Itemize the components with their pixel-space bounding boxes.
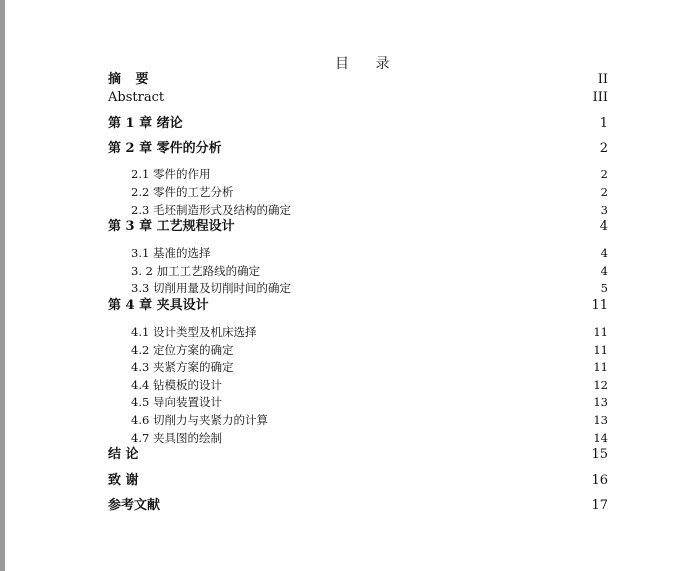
toc-entry-page: 13	[593, 413, 608, 427]
toc-entry-page: II	[597, 72, 608, 87]
toc-entry-label: 第 3 章 工艺规程设计	[108, 219, 235, 234]
toc-entry-page: 2	[600, 185, 608, 199]
toc-entry-label: 4.4 钻模板的设计	[131, 378, 222, 392]
toc-entry-page: 4	[600, 264, 608, 278]
toc-entry-page: 11	[591, 298, 608, 313]
toc-entry-label: 致 谢	[108, 473, 139, 488]
toc-chapter-row	[108, 497, 608, 515]
toc-entry-label: 3.3 切削用量及切削时间的确定	[131, 281, 291, 295]
toc-entry-page: 15	[591, 447, 608, 462]
toc-entry-label: Abstract	[108, 90, 165, 105]
toc-entry-page: 11	[593, 360, 608, 374]
document-page	[5, 0, 683, 571]
toc-entry-page: 2	[600, 167, 608, 181]
toc-entry-label: 3.1 基准的选择	[131, 246, 211, 260]
toc-section-row	[108, 376, 608, 394]
toc-entry-page: 17	[591, 498, 608, 513]
toc-chapter-row	[108, 140, 608, 158]
toc-entry-label: 2.3 毛坯制造形式及结构的确定	[131, 203, 291, 217]
toc-title: 目 录	[335, 56, 401, 72]
toc-chapter-row	[108, 297, 608, 315]
toc-entry-page: 16	[591, 473, 608, 488]
toc-entry-page: 3	[600, 203, 608, 217]
toc-front-row	[108, 89, 608, 107]
toc-chapter-row	[108, 218, 608, 236]
toc-entry-page: 13	[593, 395, 608, 409]
toc-entry-page: 11	[593, 325, 608, 339]
toc-entry-page: 1	[599, 116, 608, 131]
toc-entry-label: 3. 2 加工工艺路线的确定	[131, 264, 261, 278]
toc-entry-page: 14	[593, 431, 608, 445]
toc-entry-page: 4	[599, 219, 608, 234]
toc-section-row	[108, 183, 608, 201]
toc-section-row	[108, 411, 608, 429]
toc-entry-page: 12	[593, 378, 608, 392]
toc-section-row	[108, 429, 608, 447]
toc-entry-label: 4.5 导向装置设计	[131, 395, 222, 409]
toc-entry-label: 4.2 定位方案的确定	[131, 343, 234, 357]
toc-entry-page: III	[592, 90, 608, 105]
toc-entry-page: 2	[599, 141, 608, 156]
toc-entry-page: 4	[600, 246, 608, 260]
toc-chapter-row	[108, 472, 608, 490]
toc-entry-label: 第 2 章 零件的分析	[108, 141, 222, 156]
toc-section-row	[108, 393, 608, 411]
toc-entry-label: 第 1 章 绪论	[108, 116, 183, 131]
toc-section-row	[108, 262, 608, 280]
toc-front-row	[108, 71, 608, 89]
toc-section-row	[108, 201, 608, 219]
toc-entry-label: 摘 要	[108, 72, 154, 87]
toc-entry-label: 参考文献	[108, 498, 161, 513]
toc-entry-label: 结 论	[108, 447, 139, 462]
toc-section-row	[108, 165, 608, 183]
toc-entry-label: 4.3 夹紧方案的确定	[131, 360, 234, 374]
toc-section-row	[108, 279, 608, 297]
toc-entry-label: 2.1 零件的作用	[131, 167, 211, 181]
toc-entry-label: 4.7 夹具图的绘制	[131, 431, 222, 445]
toc-entry-label: 2.2 零件的工艺分析	[131, 185, 234, 199]
toc-section-row	[108, 341, 608, 359]
toc-entry-label: 4.6 切削力与夹紧力的计算	[131, 413, 268, 427]
toc-section-row	[108, 358, 608, 376]
toc-chapter-row	[108, 446, 608, 464]
toc-entry-page: 5	[600, 281, 608, 295]
toc-entry-page: 11	[593, 343, 608, 357]
toc-chapter-row	[108, 115, 608, 133]
toc-entry-label: 第 4 章 夹具设计	[108, 298, 209, 313]
toc-entry-label: 4.1 设计类型及机床选择	[131, 325, 257, 339]
toc-section-row	[108, 323, 608, 341]
toc-section-row	[108, 244, 608, 262]
